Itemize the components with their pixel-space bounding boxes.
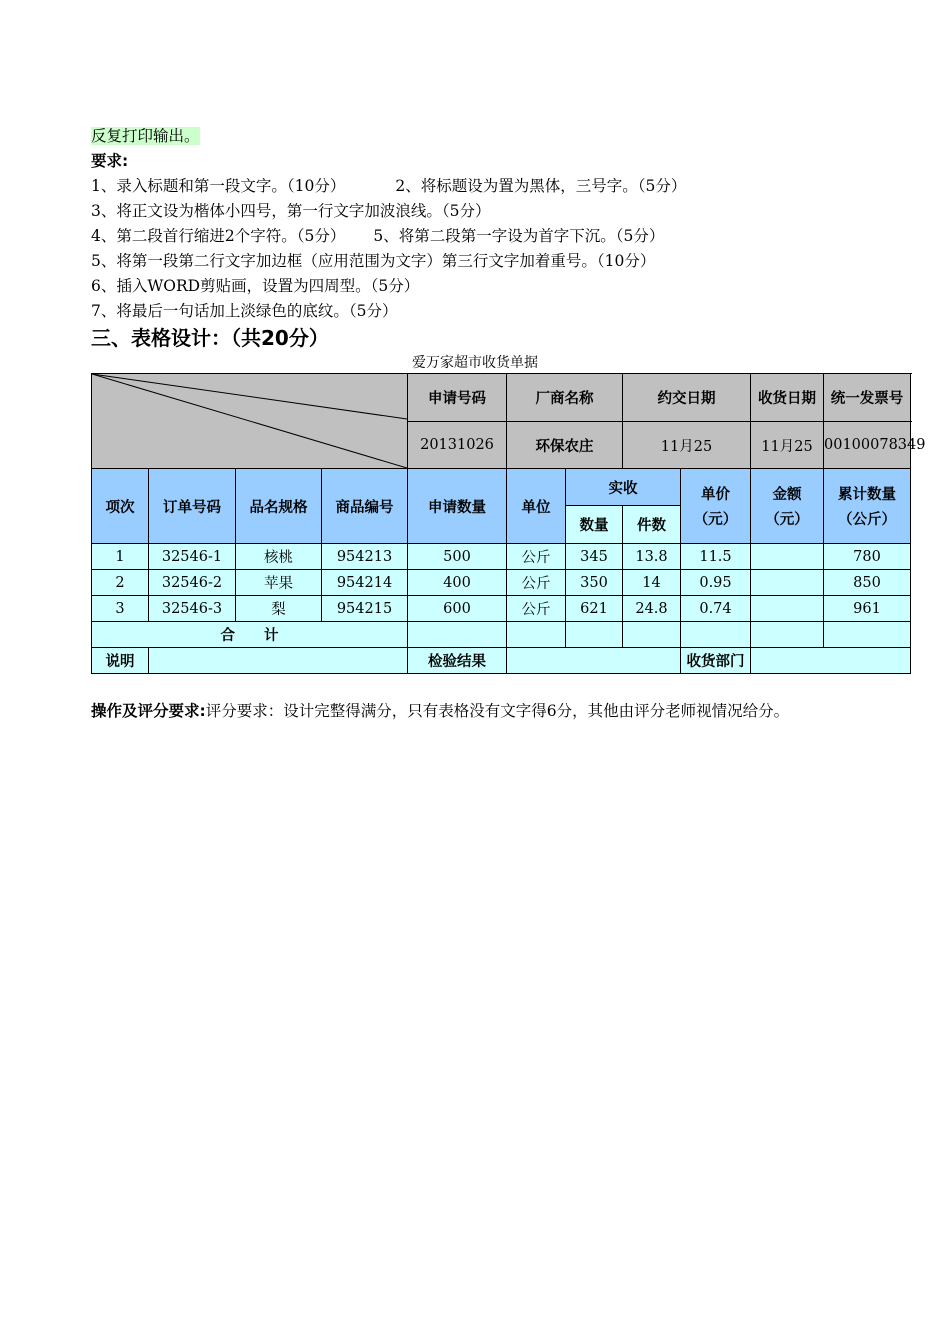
cell: 0.74 <box>681 596 751 622</box>
cell <box>751 596 824 622</box>
cell: 苹果 <box>236 570 322 596</box>
total-label: 合 计 <box>92 622 408 648</box>
footer-note-label: 说明 <box>92 648 149 674</box>
footer-dept-value <box>751 648 911 674</box>
diagonal-header-cell <box>92 374 408 469</box>
cell: 954214 <box>322 570 408 596</box>
footer-inspection-label: 检验结果 <box>408 648 507 674</box>
requirement-item: 5、将第一段第二行文字加边框（应用范围为文字）第三行文字加着重号。（10分） <box>91 252 656 270</box>
cell: 13.8 <box>623 544 681 570</box>
table-row <box>92 544 911 570</box>
value-receive-date: 11月25 <box>751 422 824 469</box>
cell <box>751 570 824 596</box>
cell: 2 <box>92 570 149 596</box>
requirements-label: 要求: <box>91 152 129 170</box>
cell: 600 <box>408 596 507 622</box>
cell <box>623 622 681 648</box>
col-header-unit: 单位 <box>507 469 566 544</box>
header-receive-date: 收货日期 <box>751 374 824 422</box>
requirement-item: 5、将第二段第一字设为首字下沉。（5分） <box>373 227 665 245</box>
requirement-item: 6、插入WORD剪贴画，设置为四周型。（5分） <box>91 277 420 295</box>
col-header-amount-line1: 金额 <box>772 487 802 503</box>
cell: 961 <box>824 596 911 622</box>
col-header-item: 项次 <box>92 469 149 544</box>
cell <box>566 622 623 648</box>
section-title: 三、表格设计：（共20分） <box>91 326 329 350</box>
cell <box>681 622 751 648</box>
cell <box>824 622 911 648</box>
table-row <box>92 596 911 622</box>
cell: 11.5 <box>681 544 751 570</box>
cell: 24.8 <box>623 596 681 622</box>
value-due-date: 11月25 <box>623 422 751 469</box>
cell: 梨 <box>236 596 322 622</box>
cell: 14 <box>623 570 681 596</box>
cell: 核桃 <box>236 544 322 570</box>
table-caption: 爱万家超市收货单据 <box>412 355 538 371</box>
cell: 1 <box>92 544 149 570</box>
diagonal-lines <box>92 374 407 468</box>
cell: 500 <box>408 544 507 570</box>
col-header-price <box>681 469 751 544</box>
total-row <box>92 622 911 648</box>
cell: 32546-1 <box>149 544 236 570</box>
grading-label: 操作及评分要求: <box>91 702 206 720</box>
col-header-amount <box>751 469 824 544</box>
requirement-line-4 <box>91 225 664 247</box>
header-invoice-no: 统一发票号 <box>824 374 911 422</box>
col-header-amount-line2: （元） <box>765 512 809 528</box>
col-header-cumulative-line2: （公斤） <box>838 512 896 528</box>
requirement-item: 2、将标题设为置为黑体，三号字。（5分） <box>395 177 687 195</box>
table-row <box>92 570 911 596</box>
header-request-no: 申请号码 <box>408 374 507 422</box>
footer-dept-label: 收货部门 <box>681 648 751 674</box>
footer-row <box>92 648 911 674</box>
header-vendor: 厂商名称 <box>507 374 623 422</box>
cell: 850 <box>824 570 911 596</box>
cell: 345 <box>566 544 623 570</box>
requirement-item: 4、第二段首行缩进2个字符。（5分） <box>91 227 346 245</box>
cell: 公斤 <box>507 570 566 596</box>
footer-note-value <box>149 648 408 674</box>
output-line <box>91 125 200 147</box>
cell: 公斤 <box>507 544 566 570</box>
value-invoice-no: 00100078349 <box>824 422 911 469</box>
cell: 780 <box>824 544 911 570</box>
col-header-product-no: 商品编号 <box>322 469 408 544</box>
cell: 954213 <box>322 544 408 570</box>
requirement-item: 1、录入标题和第一段文字。（10分） <box>91 177 346 195</box>
col-header-cumulative-line1: 累计数量 <box>838 487 896 503</box>
grading-text: 评分要求：设计完整得满分，只有表格没有文字得6分，其他由评分老师视情况给分。 <box>205 702 790 720</box>
col-header-spec: 品名规格 <box>236 469 322 544</box>
cell: 954215 <box>322 596 408 622</box>
cell <box>507 622 566 648</box>
cell: 32546-3 <box>149 596 236 622</box>
requirement-item: 3、将正文设为楷体小四号，第一行文字加波浪线。（5分） <box>91 202 491 220</box>
col-header-req-qty: 申请数量 <box>408 469 507 544</box>
cell <box>751 544 824 570</box>
col-header-received: 实收 <box>566 469 681 506</box>
grading-requirements <box>91 698 871 724</box>
cell: 621 <box>566 596 623 622</box>
cell: 350 <box>566 570 623 596</box>
requirement-item: 7、将最后一句话加上淡绿色的底纹。（5分） <box>91 302 398 320</box>
col-header-cumulative <box>824 469 911 544</box>
cell: 公斤 <box>507 596 566 622</box>
value-request-no: 20131026 <box>408 422 507 469</box>
cell: 0.95 <box>681 570 751 596</box>
requirement-line-1 <box>91 175 686 197</box>
receipt-table <box>91 373 926 674</box>
col-header-quantity: 数量 <box>566 506 623 544</box>
cell <box>408 622 507 648</box>
value-vendor: 环保农庄 <box>507 422 623 469</box>
header-due-date: 约交日期 <box>623 374 751 422</box>
col-header-pieces: 件数 <box>623 506 681 544</box>
cell: 32546-2 <box>149 570 236 596</box>
cell: 3 <box>92 596 149 622</box>
col-header-order-no: 订单号码 <box>149 469 236 544</box>
cell: 400 <box>408 570 507 596</box>
col-header-price-line2: （元） <box>693 512 738 528</box>
highlighted-text: 反复打印输出。 <box>91 127 200 145</box>
footer-inspection-value <box>507 648 681 674</box>
cell <box>751 622 824 648</box>
col-header-price-line1: 单价 <box>701 487 730 503</box>
